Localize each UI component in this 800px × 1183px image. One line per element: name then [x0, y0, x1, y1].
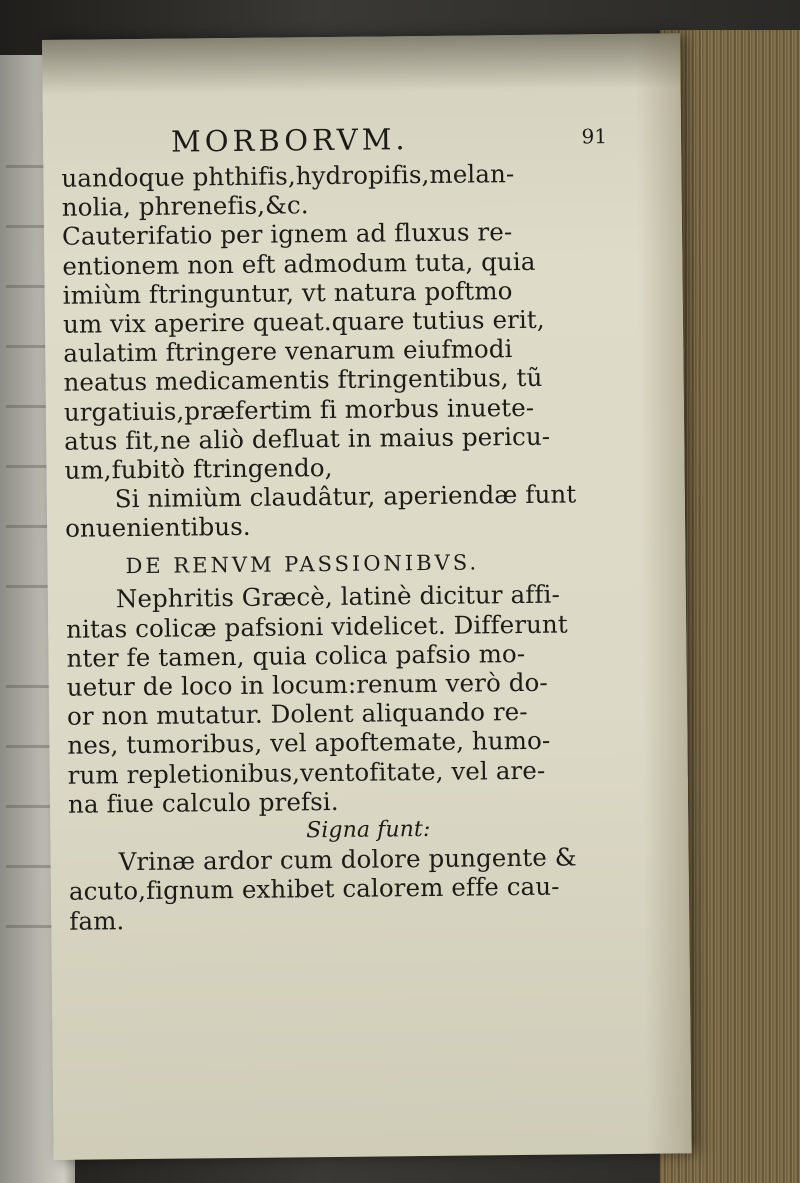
text-line: atus fit,ne aliò defluat in maius pericu-: [64, 421, 551, 456]
section-heading: DE RENVM PASSIONIBVS.: [125, 550, 480, 579]
text-line: uandoque phthifis,hydropifis,melan-: [61, 159, 515, 193]
text-line: nitas colicæ pafsioni videlicet. Differunt: [66, 609, 568, 644]
text-line: rum repletionibus,ventofitate, vel are-: [67, 755, 546, 790]
text-line: onuenientibus.: [64, 512, 251, 544]
text-line: Vrinæ ardor cum dolore pungente &: [118, 842, 577, 877]
text-line: fam.: [69, 905, 125, 936]
running-head-title: MORBORVM.: [170, 122, 409, 159]
text-line: acuto,fignum exhibet calorem effe cau-: [68, 871, 560, 907]
paragraph-5: [68, 842, 629, 935]
text-line: uetur de loco in locum:renum verò do-: [66, 667, 548, 702]
text-line: nolia, phrenefis,&c.: [61, 190, 309, 222]
text-line: Cauterifatio per ignem ad fluxus re-: [61, 217, 513, 252]
text-line: na fiue calculo prefsi.: [67, 786, 339, 819]
paragraph-2: [62, 216, 625, 485]
text-line: neatus medicamentis ftringentibus, tũ: [63, 363, 543, 398]
text-line: imiùm ftringuntur, vt natura poftmo: [62, 275, 513, 310]
paragraph-1: [61, 158, 622, 222]
text-line: Si nimiùm claudâtur, aperiendæ funt: [114, 479, 577, 514]
running-head: [171, 120, 611, 159]
book-page: [42, 33, 692, 1160]
text-line: um,fubitò ftringendo,: [64, 452, 333, 485]
text-line: nes, tumoribus, vel apoftemate, humo-: [67, 726, 551, 761]
text-line: Nephritis Græcè, latinè dicitur affi-: [115, 580, 561, 614]
text-line: entionem non eft admodum tuta, quia: [62, 246, 536, 281]
paragraph-4: [66, 579, 628, 818]
page-number: 91: [581, 124, 608, 149]
signa-heading: Signa funt:: [306, 816, 431, 844]
text-block: [61, 158, 629, 936]
text-line: um vix aperire queat.quare tutius erit,: [62, 304, 545, 339]
text-line: aulatim ftringere venarum eiufmodi: [63, 334, 513, 368]
text-line: or non mutatur. Dolent aliquando re-: [66, 697, 528, 731]
paragraph-3: [65, 479, 626, 543]
text-line: nter fe tamen, quia colica pafsio mo-: [66, 638, 526, 673]
text-line: urgatiuis,præfertim fi morbus inuete-: [63, 392, 535, 427]
